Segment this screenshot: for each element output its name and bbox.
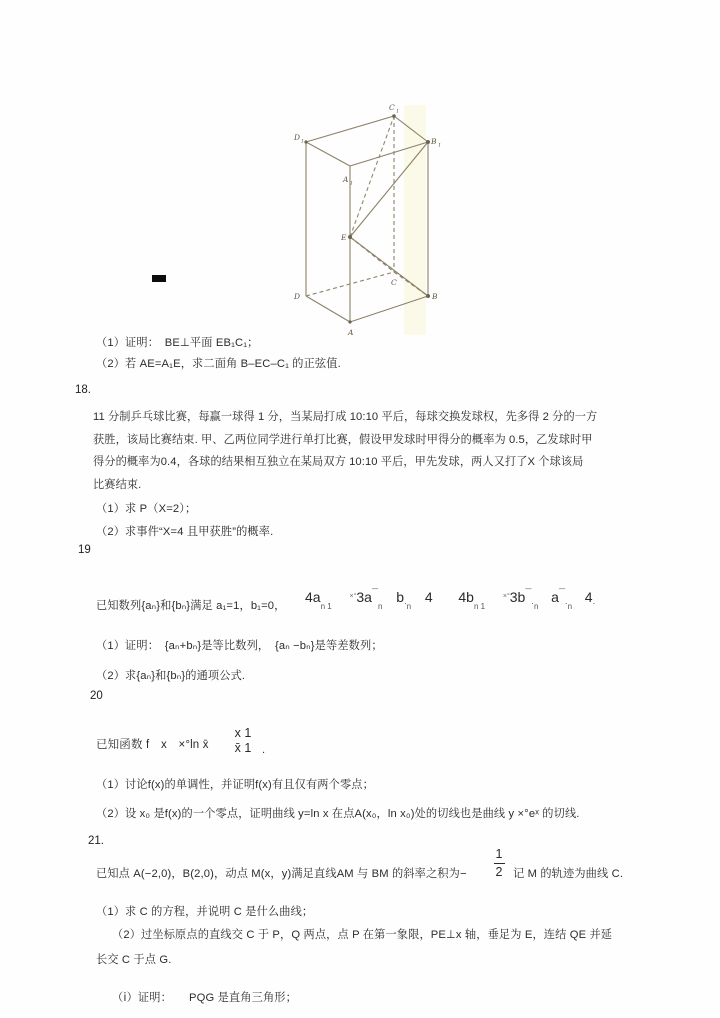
scan-artifact-mark (152, 275, 166, 282)
q19-number: 19 (78, 544, 91, 556)
q19-tok-3b-sub: n (533, 602, 539, 611)
q21-frac-denominator: 2 (495, 865, 503, 879)
vertex-label-B: B (432, 292, 438, 301)
q18-line4: 比赛结束. (93, 478, 142, 491)
vertex-label-D: D (294, 292, 301, 301)
q21-number: 21. (88, 835, 104, 847)
q19-part2: （2）求{aₙ}和{bₙ}的通项公式. (96, 670, 246, 682)
svg-text:1: 1 (438, 142, 442, 149)
vertex-label-C1: C (389, 103, 395, 112)
vertex-label-A: A (348, 328, 354, 337)
q19-tok-4b: 4b (458, 589, 474, 605)
svg-text:1: 1 (350, 180, 354, 187)
prism-svg (288, 100, 448, 340)
q18-line1: 11 分制乒乓球比赛，每赢一球得 1 分，当某局打成 10:10 平后，每球交换发球权，先多得 2 分的一方 (93, 411, 598, 423)
q21-lead-b: 记 M 的轨迹为曲线 C. (513, 868, 624, 880)
q19-tok-4b-sub: n 1 (473, 602, 486, 611)
q21-part2-line1: （2）过坐标原点的直线交 C 于 P，Q 两点，点 P 在第一象限，PE⊥x 轴，垂足为 E，连结 QE 并延 (112, 929, 613, 941)
q19-tok-3a-bar: ¯ (371, 588, 379, 600)
q20-trailer: . (262, 744, 266, 756)
q19-tok-3b: 3b (509, 589, 526, 605)
svg-text:1: 1 (301, 138, 305, 145)
vertex-label-D1: D (294, 133, 301, 142)
q21-part1: （1）求 C 的方程，并说明 C 是什么曲线； (96, 906, 314, 918)
q19-tok-deg1: ×° (349, 593, 357, 600)
q19-tok-4: 4 (424, 589, 433, 605)
q17-part2: （2）若 AE=A₁E，求二面角 B–EC–C₁ 的正弦值. (96, 358, 341, 370)
q19-tok-b-sub: n (406, 602, 412, 611)
geometry-figure (288, 100, 448, 340)
q20-lead: 已知函数 f x ×°ln x̄ (96, 739, 209, 751)
q18-body (93, 406, 597, 496)
q19-tok-3b-bar: ¯ (525, 588, 532, 600)
q21-frac-numerator: 1 (495, 847, 503, 861)
vertex-label-C: C (391, 278, 397, 287)
q19-tok-4a: 4a (305, 589, 321, 605)
q19-tok-a: a (551, 589, 559, 605)
q20-number: 20 (90, 690, 103, 702)
q19-lead: 已知数列{aₙ}和{bₙ}满足 a₁=1，b₁=0， (96, 600, 286, 612)
q19-part1: （1）证明： {aₙ+bₙ}是等比数列， {aₙ −bₙ}是等差数列； (96, 640, 383, 652)
q18-part1: （1）求 P（X=2）； (96, 503, 197, 515)
q21-part2-line2: 长交 C 于点 G. (96, 954, 172, 966)
q18-line2: 获胜，该局比赛结束. 甲、乙两位同学进行单打比赛，假设甲发球时甲得分的概率为 0.5，乙发球时甲 (93, 433, 593, 446)
q19-formula: $4a_{n 1}$ $^{\times^\circ}3a^¯_n$ $b._n$ 4 $4b_{n 1}$ $^{\times^\circ}3b^¯._n$ $a^¯._n$ 4. (305, 588, 596, 611)
q17-part1: （1）证明： BE⊥平面 EB₁C₁； (96, 337, 259, 349)
q21-fraction (487, 847, 511, 880)
q18-part2: （2）求事件“X=4 且甲获胜”的概率. (96, 526, 274, 538)
q19-tok-deg2: ×° (502, 593, 510, 600)
q21-frac-rule (494, 863, 505, 864)
q21-part3: （ⅰ）证明： PQG 是直角三角形； (112, 992, 297, 1004)
q20-frac-numerator: x 1 (234, 726, 252, 740)
q19-tok-3a-sub: n (378, 602, 383, 611)
q19-tok-4b-end: 4 (584, 589, 593, 605)
vertex-label-A1: A (343, 175, 349, 184)
q19-tok-3a: 3a (356, 589, 372, 605)
q19-tok-a-bar: ¯ (558, 588, 566, 600)
q20-part1: （1）讨论f(x)的单调性，并证明f(x)有且仅有两个零点； (96, 779, 374, 791)
q20-part2: （2）设 x₀ 是f(x)的一个零点，证明曲线 y=ln x 在点A(x₀，ln x₀)处的切线也是曲线 y ×°eˣ 的切线. (96, 808, 580, 820)
q19-tok-a-sub: n (567, 602, 573, 611)
svg-text:1: 1 (396, 108, 400, 115)
q19-tok-4a-sub: n 1 (320, 602, 332, 611)
q18-line3: 得分的概率为0.4，各球的结果相互独立在某局双方 10:10 平后，甲先发球，两人又打了X 个球该局 (93, 456, 584, 469)
vertex-label-E: E (341, 233, 347, 242)
q19-tok-b: b (396, 589, 405, 605)
q21-lead-a: 已知点 A(−2,0)，B(2,0)，动点 M(x，y)满足直线AM 与 BM 的斜率之积为− (96, 868, 467, 880)
q18-number: 18. (75, 384, 91, 396)
vertex-label-B1: B (431, 137, 437, 146)
q20-fraction (228, 726, 258, 756)
q20-frac-denominator: x̄ 1 (234, 741, 252, 755)
